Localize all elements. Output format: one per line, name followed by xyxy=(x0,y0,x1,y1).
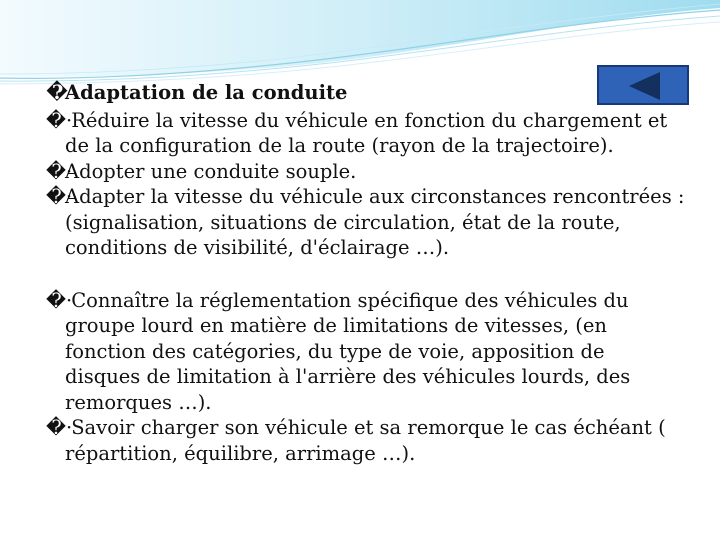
bullet: �· xyxy=(46,108,73,132)
list-item-text: Adopter une conduite souple. xyxy=(65,159,357,183)
list-item xyxy=(46,184,686,261)
slide-content xyxy=(46,80,686,466)
list-item-text: Connaître la réglementation spécifique des véhicules du groupe lourd en matière de limitations de vitesses, (en fonction des catégories, du type de voie, apposition de disques de limitation à l'arrière des véhicules lourds, des remorques …). xyxy=(65,288,631,414)
list-item-text: Adapter la vitesse du véhicule aux circonstances rencontrées : (signalisation, situations de circulation, état de la route, conditions de visibilité, d'éclairage …). xyxy=(65,185,685,259)
list-item xyxy=(46,288,686,416)
bullet: �· xyxy=(46,159,73,183)
list-item-text: Réduire la vitesse du véhicule en fonction du chargement et de la configuration de la route (rayon de la trajectoire). xyxy=(65,108,668,157)
list-item-text: Savoir charger son véhicule et sa remorque le cas échéant ( répartition, équilibre, arrimage …). xyxy=(65,416,666,465)
bullet: �· xyxy=(46,185,73,208)
list-item xyxy=(46,108,686,159)
list-item xyxy=(46,415,686,466)
bullet: �· xyxy=(46,288,73,312)
list-item xyxy=(46,159,686,185)
slide-heading xyxy=(46,80,686,106)
bullet: �· xyxy=(46,416,73,439)
heading-bullet: � xyxy=(46,81,68,104)
heading-text: Adaptation de la conduite xyxy=(65,81,348,104)
